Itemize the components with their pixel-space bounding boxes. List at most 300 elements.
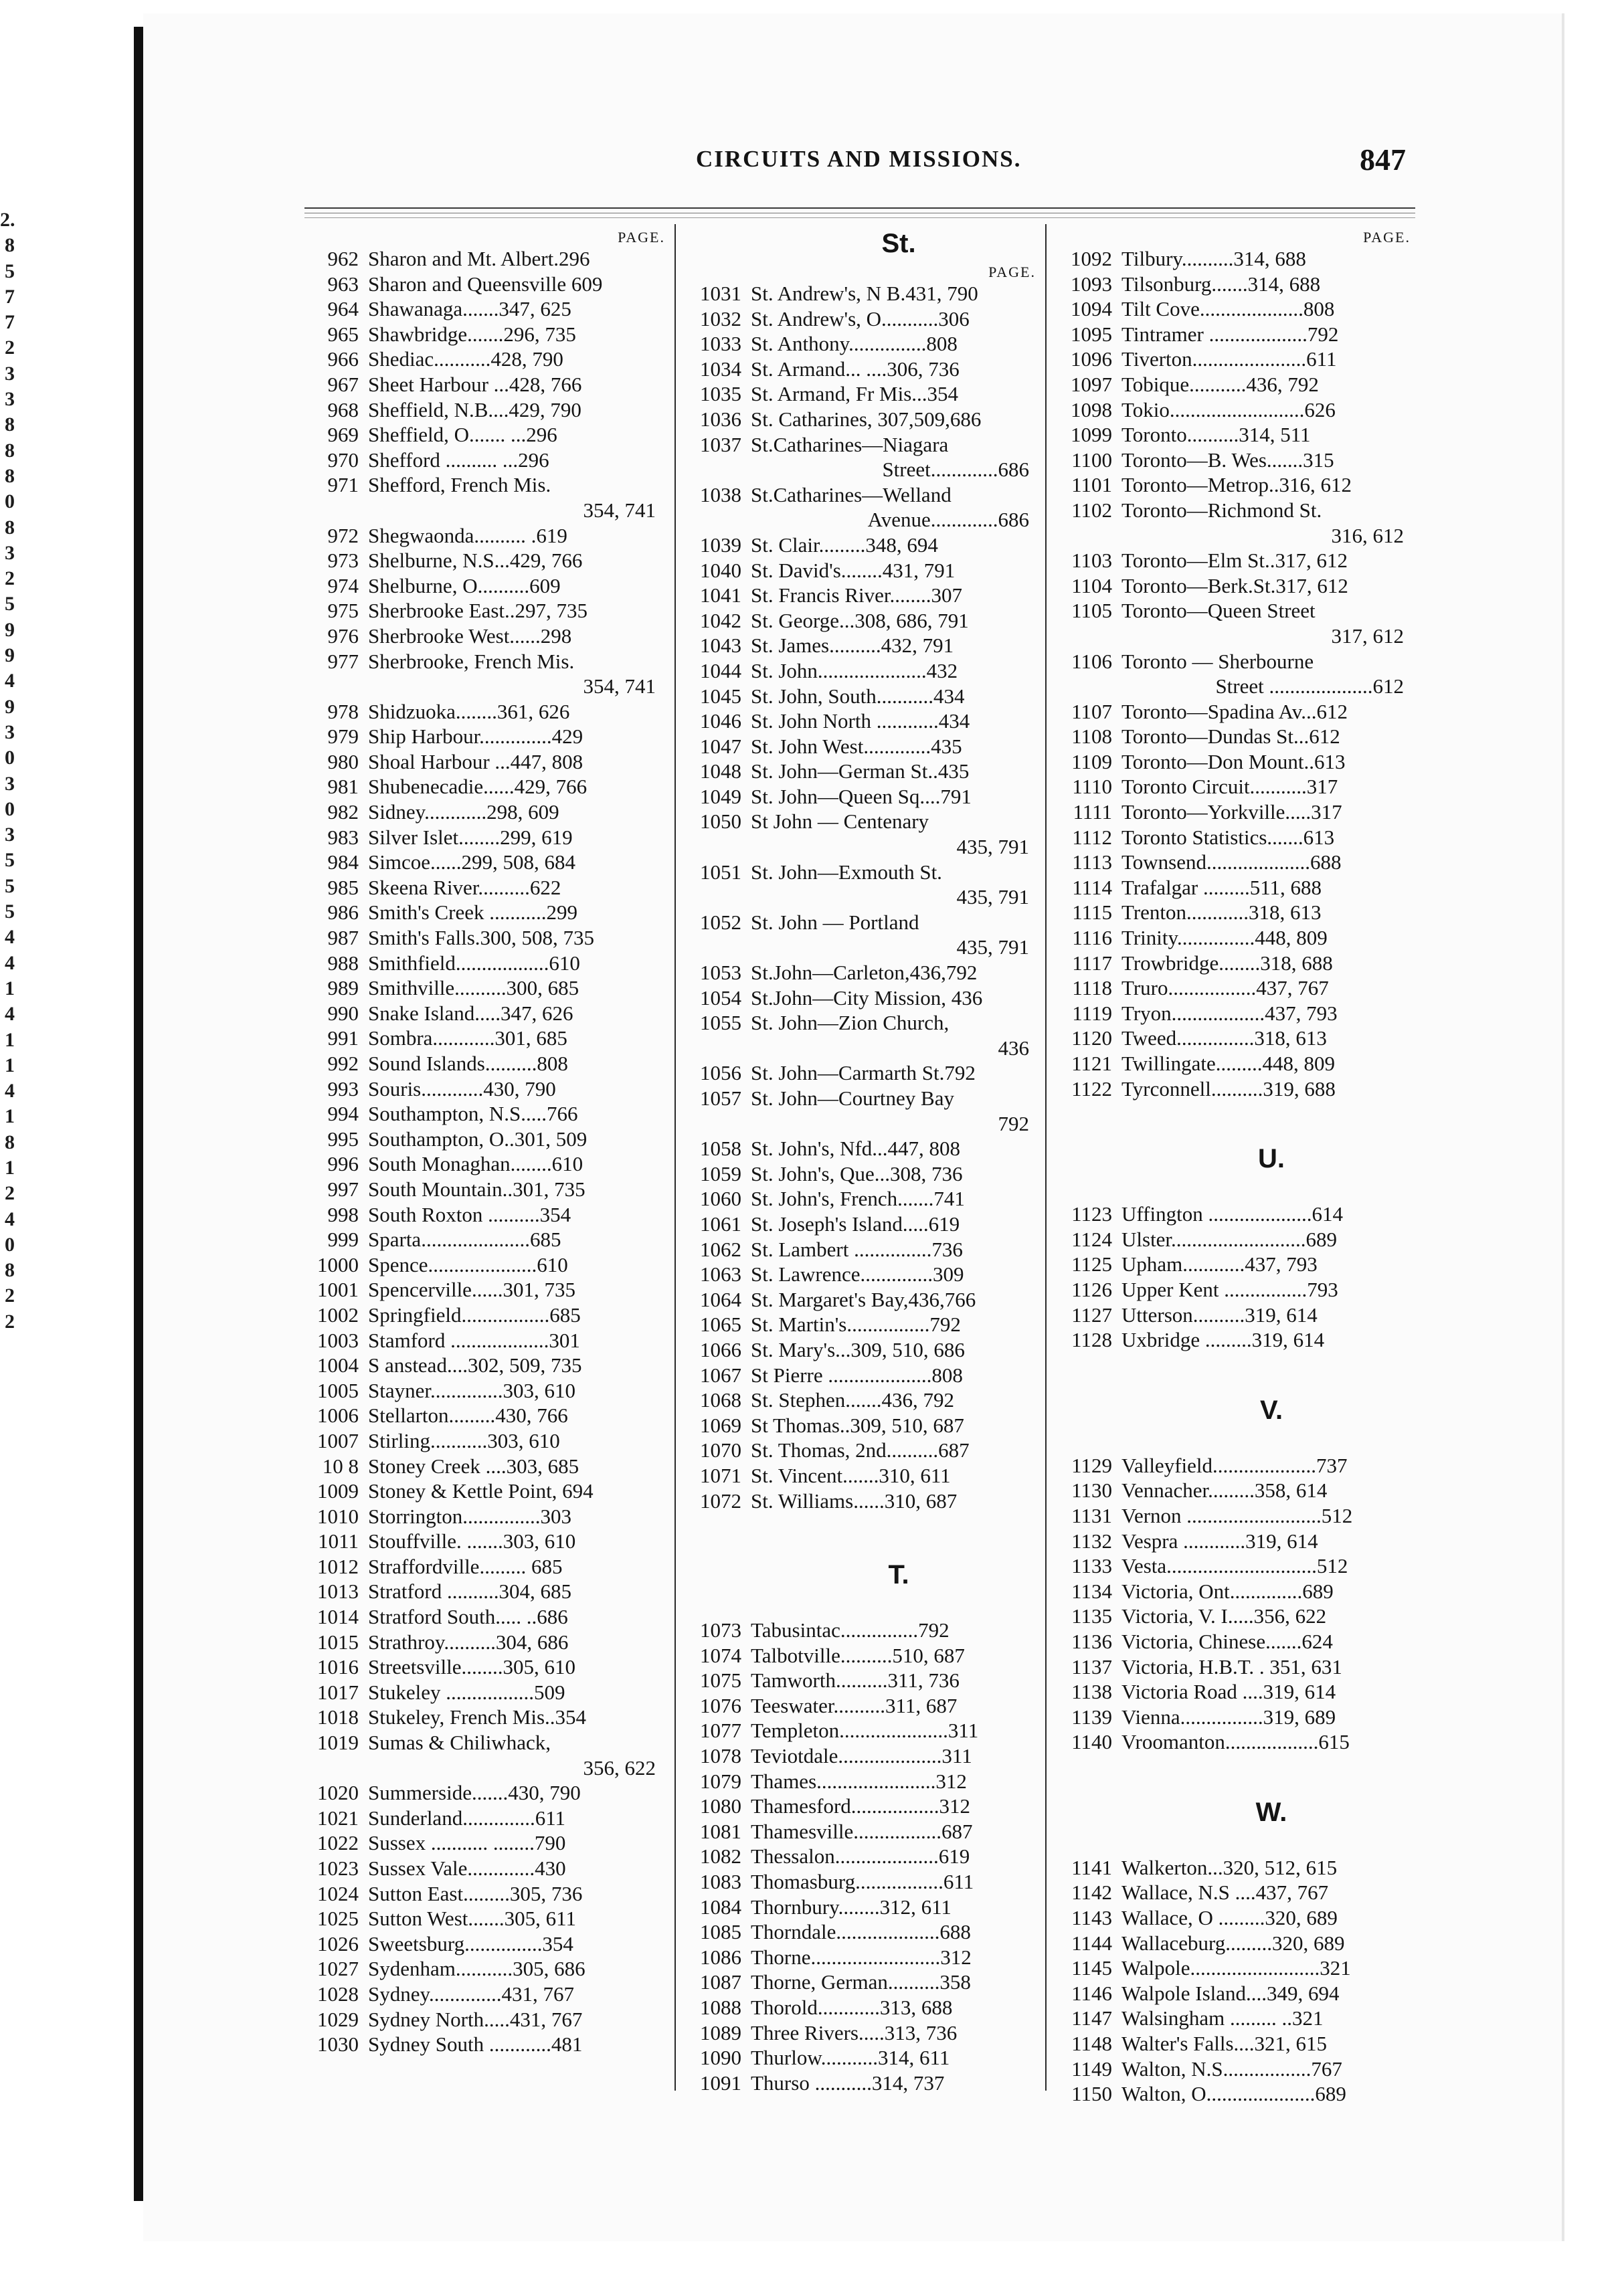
margin-digit: 0 xyxy=(5,1233,15,1256)
entry-text: Simcoe......299, 508, 684 xyxy=(368,850,575,874)
section-heading: U. xyxy=(1258,1144,1285,1174)
entry-text: Sharon and Mt. Albert.296 xyxy=(368,247,590,270)
entry-text: Victoria Road ....319, 614 xyxy=(1121,1680,1336,1704)
index-entry xyxy=(294,774,676,799)
index-entry xyxy=(677,1237,1047,1262)
entry-number: 1004 xyxy=(317,1353,359,1377)
entry-text: St. Armand, Fr Mis...354 xyxy=(751,382,959,406)
entry-text: Wallaceburg.........320, 689 xyxy=(1121,1931,1345,1955)
index-entry xyxy=(677,1945,1047,1970)
index-entry xyxy=(677,533,1047,558)
index-entry xyxy=(1048,448,1421,473)
entry-number: 1064 xyxy=(700,1287,741,1311)
entry-text: Sutton East.........305, 736 xyxy=(368,1881,583,1905)
index-entry xyxy=(1048,1880,1421,1905)
entry-text: St. David's........431, 791 xyxy=(751,558,956,582)
index-entry xyxy=(677,357,1047,382)
entry-number: 1139 xyxy=(1071,1705,1112,1729)
index-entry xyxy=(1048,1327,1421,1353)
index-entry xyxy=(1048,1076,1421,1102)
entry-number: 1073 xyxy=(700,1618,741,1642)
index-entry xyxy=(677,1312,1047,1337)
entry-text: St. John—German St..435 xyxy=(751,759,970,783)
entry-number: 1002 xyxy=(317,1303,359,1327)
entry-number: 971 xyxy=(327,473,359,497)
margin-digit: 2 xyxy=(5,1182,15,1205)
entry-text: Vernon ..........................512 xyxy=(1121,1503,1353,1527)
entry-number: 965 xyxy=(327,322,359,346)
entry-number: 994 xyxy=(327,1102,359,1126)
entry-number: 1125 xyxy=(1071,1252,1112,1276)
index-entry xyxy=(1048,1026,1421,1051)
index-entry xyxy=(677,1287,1047,1313)
index-entry xyxy=(677,1819,1047,1844)
margin-digit: 3 xyxy=(5,824,15,846)
entry-number: 1041 xyxy=(700,583,741,607)
margin-digit: 9 xyxy=(5,618,15,641)
entry-continuation: 792 xyxy=(998,1111,1029,1135)
entry-text: St. John's, Que...308, 736 xyxy=(751,1161,963,1185)
index-entry xyxy=(677,482,1047,508)
entry-number: 1131 xyxy=(1071,1503,1112,1527)
margin-digit: 8 xyxy=(5,413,15,436)
margin-digit: 1 xyxy=(5,977,15,999)
entry-number: 1079 xyxy=(700,1769,741,1793)
entry-text: St. John West.............435 xyxy=(751,734,962,758)
entry-text: Thurso ...........314, 737 xyxy=(751,2071,945,2095)
entry-number: 1033 xyxy=(700,332,741,356)
margin-digit: 1 xyxy=(5,1105,15,1128)
entry-number: 998 xyxy=(327,1202,359,1226)
entry-text: St. Stephen.......436, 792 xyxy=(751,1388,954,1412)
index-entry xyxy=(1048,1705,1421,1730)
entry-text: Stoney Creek ....303, 685 xyxy=(368,1454,579,1478)
index-entry xyxy=(1048,900,1421,925)
entry-text: Ulster..........................689 xyxy=(1121,1227,1338,1251)
entry-text: Toronto..........314, 511 xyxy=(1121,423,1311,447)
entry-number: 1011 xyxy=(318,1529,359,1553)
entry-text: Sussex Vale.............430 xyxy=(368,1856,566,1880)
entry-number: 1059 xyxy=(700,1161,741,1185)
entry-number: 972 xyxy=(327,523,359,547)
entry-number: 1051 xyxy=(700,860,741,884)
index-entry xyxy=(1048,1453,1421,1478)
index-entry xyxy=(294,598,676,624)
index-column-2 xyxy=(677,226,1047,2095)
left-margin-digits xyxy=(0,207,15,1335)
entry-number: 1118 xyxy=(1072,976,1112,1000)
entry-number: 1136 xyxy=(1071,1629,1112,1653)
entry-number: 1105 xyxy=(1071,599,1112,623)
entry-text: Sydenham...........305, 686 xyxy=(368,1957,585,1981)
entry-text: St.John—City Mission, 436 xyxy=(751,985,983,1010)
entry-number: 1037 xyxy=(700,432,741,456)
entry-number: 1057 xyxy=(700,1086,741,1110)
entry-number: 991 xyxy=(327,1026,359,1050)
entry-number: 999 xyxy=(327,1228,359,1252)
margin-digit: 5 xyxy=(5,900,15,923)
index-entry xyxy=(294,422,676,448)
entry-text: St.Catharines—Niagara xyxy=(751,432,949,456)
index-entry xyxy=(294,1202,676,1228)
entry-number: 997 xyxy=(327,1177,359,1201)
index-entry xyxy=(677,1413,1047,1438)
spacer xyxy=(677,1513,1047,1557)
index-entry xyxy=(1048,2081,1421,2107)
index-entry xyxy=(294,1328,676,1353)
entry-text: Toronto—Berk.St.317, 612 xyxy=(1121,573,1348,597)
index-entry xyxy=(294,573,676,599)
entry-text: Shediac...........428, 790 xyxy=(368,347,563,371)
index-entry xyxy=(294,1705,676,1730)
index-entry xyxy=(294,1454,676,1479)
entry-number: 1021 xyxy=(317,1806,359,1830)
index-entry xyxy=(1048,1202,1421,1227)
entry-text: Victoria, Ont..............689 xyxy=(1121,1579,1334,1603)
entry-number: 1113 xyxy=(1072,850,1112,874)
entry-text: Stukeley .................509 xyxy=(368,1680,565,1704)
entry-text: Toronto—Richmond St. xyxy=(1121,498,1322,522)
entry-number: 979 xyxy=(327,725,359,749)
entry-text: Toronto—Queen Street xyxy=(1121,599,1316,623)
index-entry xyxy=(1048,975,1421,1001)
entry-text: Thorne, German..........358 xyxy=(751,1970,971,1994)
entry-number: 983 xyxy=(327,825,359,849)
index-entry xyxy=(294,951,676,976)
margin-digit: 1 xyxy=(5,1028,15,1051)
entry-number: 1077 xyxy=(700,1719,741,1743)
index-entry xyxy=(294,1906,676,1931)
index-entry xyxy=(294,1504,676,1529)
entry-number: 1015 xyxy=(317,1630,359,1654)
margin-digit: 4 xyxy=(5,951,15,974)
index-entry xyxy=(1048,1277,1421,1303)
margin-digit: 9 xyxy=(5,644,15,667)
index-entry xyxy=(1048,724,1421,749)
index-entry xyxy=(294,649,676,674)
entry-number: 1088 xyxy=(700,1996,741,2019)
index-entry xyxy=(294,1654,676,1680)
index-entry xyxy=(294,246,676,272)
entry-number: 1111 xyxy=(1073,800,1112,824)
entry-number: 1103 xyxy=(1071,549,1112,573)
entry-text: St. Margaret's Bay,436,766 xyxy=(751,1287,976,1311)
entry-number: 1009 xyxy=(317,1479,359,1503)
margin-digit: 1 xyxy=(5,1054,15,1076)
entry-number: 1106 xyxy=(1071,649,1112,673)
entry-number: 10 8 xyxy=(322,1454,359,1478)
entry-number: 1025 xyxy=(317,1907,359,1931)
index-entry xyxy=(294,523,676,549)
entry-number: 1123 xyxy=(1071,1202,1112,1226)
entry-text: Souris............430, 790 xyxy=(368,1076,556,1101)
entry-text: Summerside.......430, 790 xyxy=(368,1781,581,1805)
entry-number: 1067 xyxy=(700,1363,741,1387)
index-entry xyxy=(677,1743,1047,1769)
entry-text: Sunderland..............611 xyxy=(368,1806,566,1830)
margin-digit: 0 xyxy=(5,797,15,820)
entry-number: 1094 xyxy=(1071,297,1112,321)
index-entry xyxy=(294,1881,676,1907)
entry-number: 1109 xyxy=(1071,749,1112,773)
index-entry xyxy=(677,759,1047,784)
index-entry xyxy=(677,1995,1047,2020)
index-entry xyxy=(294,1177,676,1202)
entry-text: St. Armand... ....306, 736 xyxy=(751,357,960,381)
index-entry xyxy=(294,1780,676,1806)
entry-number: 1121 xyxy=(1071,1052,1112,1075)
entry-number: 1062 xyxy=(700,1237,741,1261)
entry-number: 1040 xyxy=(700,558,741,582)
entry-number: 1150 xyxy=(1071,2082,1112,2106)
header-rule xyxy=(304,217,1415,218)
entry-text: Sussex ........... ........790 xyxy=(368,1831,566,1855)
entry-number: 1078 xyxy=(700,1744,741,1768)
entry-number: 996 xyxy=(327,1152,359,1176)
entry-number: 1048 xyxy=(700,759,741,783)
entry-number: 964 xyxy=(327,297,359,321)
entry-text: Sheffield, O....... ...296 xyxy=(368,423,557,447)
binding-edge xyxy=(134,27,143,2201)
index-entry xyxy=(677,1718,1047,1743)
index-entry xyxy=(294,296,676,322)
spacer xyxy=(1048,1101,1421,1141)
index-column-1 xyxy=(294,226,676,2057)
entry-text: Sydney South ............481 xyxy=(368,2032,583,2056)
entry-number: 1010 xyxy=(317,1504,359,1528)
margin-digit: 4 xyxy=(5,1003,15,1026)
entry-text: St. James..........432, 791 xyxy=(751,634,954,658)
index-entry xyxy=(294,1982,676,2007)
entry-text: Snake Island.....347, 626 xyxy=(368,1001,573,1025)
entry-text: Toronto Circuit...........317 xyxy=(1121,775,1338,799)
entry-number: 1143 xyxy=(1071,1906,1112,1930)
entry-text: Tilt Cove....................808 xyxy=(1121,297,1335,321)
index-entry xyxy=(677,1337,1047,1363)
index-entry xyxy=(294,900,676,925)
entry-text: Uxbridge .........319, 614 xyxy=(1121,1328,1325,1352)
entry-number: 1098 xyxy=(1071,397,1112,421)
entry-number: 1085 xyxy=(700,1920,741,1944)
index-entry xyxy=(294,1428,676,1454)
index-entry xyxy=(677,1869,1047,1895)
index-entry xyxy=(1048,1001,1421,1026)
index-entry xyxy=(677,1262,1047,1287)
entry-text: Sherbrooke East..297, 735 xyxy=(368,599,588,623)
index-entry xyxy=(677,809,1047,834)
entry-text: St. John—Courtney Bay xyxy=(751,1086,954,1110)
index-entry xyxy=(294,1529,676,1554)
entry-number: 1030 xyxy=(317,2032,359,2056)
entry-number: 1091 xyxy=(700,2071,741,2095)
index-entry xyxy=(294,2007,676,2032)
entry-text: Walpole.........................321 xyxy=(1121,1956,1351,1980)
entry-text: St. John, South...........434 xyxy=(751,684,965,708)
index-entry xyxy=(1048,699,1421,725)
entry-number: 1055 xyxy=(700,1011,741,1035)
index-entry xyxy=(1048,1955,1421,1981)
section-heading: W. xyxy=(1255,1797,1287,1827)
margin-digit: 7 xyxy=(5,311,15,334)
index-entry xyxy=(677,1895,1047,1920)
entry-text: Streetsville........305, 610 xyxy=(368,1655,575,1679)
margin-digit: 4 xyxy=(5,670,15,692)
margin-digit: 1 xyxy=(5,1156,15,1179)
entry-number: 1052 xyxy=(700,910,741,934)
entry-text: Tilbury..........314, 688 xyxy=(1121,247,1306,270)
entry-text: St. Anthony...............808 xyxy=(751,332,958,356)
entry-number: 968 xyxy=(327,397,359,421)
entry-number: 1114 xyxy=(1072,875,1112,899)
entry-number: 990 xyxy=(327,1001,359,1025)
entry-text: Shidzuoka........361, 626 xyxy=(368,699,570,723)
entry-text: Southampton, O..301, 509 xyxy=(368,1127,588,1151)
entry-number: 1000 xyxy=(317,1252,359,1276)
entry-number: 1049 xyxy=(700,784,741,808)
entry-text: Stratford ..........304, 685 xyxy=(368,1580,571,1604)
entry-number: 1093 xyxy=(1071,272,1112,296)
entry-text: Thamesford.................312 xyxy=(751,1794,971,1818)
entry-text: Shefford, French Mis. xyxy=(368,473,551,497)
index-entry xyxy=(294,1856,676,1881)
entry-number: 1128 xyxy=(1071,1328,1112,1352)
entry-text: Tokio..........................626 xyxy=(1121,397,1336,421)
margin-digit: 8 xyxy=(5,439,15,462)
margin-digit: 8 xyxy=(5,464,15,487)
entry-text: St Thomas..309, 510, 687 xyxy=(751,1413,964,1437)
entry-number: 1019 xyxy=(317,1731,359,1755)
index-entry xyxy=(294,1127,676,1152)
index-entry xyxy=(677,633,1047,658)
entry-text: St. Lambert ...............736 xyxy=(751,1237,963,1261)
entry-text: Walton, O.....................689 xyxy=(1121,2082,1346,2106)
index-entry xyxy=(677,1643,1047,1668)
entry-number: 970 xyxy=(327,448,359,472)
entry-number: 1140 xyxy=(1071,1730,1112,1754)
index-entry xyxy=(677,2045,1047,2071)
index-entry xyxy=(1048,347,1421,372)
index-entry xyxy=(1048,472,1421,498)
entry-number: 984 xyxy=(327,850,359,874)
index-entry xyxy=(1048,272,1421,297)
entry-text: Valleyfield....................737 xyxy=(1121,1453,1348,1477)
margin-digit: 4 xyxy=(5,926,15,949)
index-entry xyxy=(294,1830,676,1856)
margin-digit: 5 xyxy=(5,260,15,282)
margin-digit: 9 xyxy=(5,695,15,718)
entry-text: Wallace, O .........320, 689 xyxy=(1121,1906,1338,1930)
entry-text: St.John—Carleton,436,792 xyxy=(751,961,978,985)
index-entry xyxy=(1048,1629,1421,1654)
entry-number: 1147 xyxy=(1071,2006,1112,2030)
entry-text: Shoal Harbour ...447, 808 xyxy=(368,749,583,773)
index-entry xyxy=(1048,246,1421,272)
entry-text: Sydney..............431, 767 xyxy=(368,1982,574,2006)
entry-number: 1104 xyxy=(1071,573,1112,597)
index-entry xyxy=(677,960,1047,985)
index-entry xyxy=(677,1970,1047,1995)
entry-text: Utterson..........319, 614 xyxy=(1121,1303,1318,1327)
entry-number: 989 xyxy=(327,976,359,1000)
margin-digit: 4 xyxy=(5,1080,15,1103)
index-entry xyxy=(294,1806,676,1831)
index-entry xyxy=(1048,1654,1421,1680)
entry-text: St.Catharines—Welland xyxy=(751,482,952,506)
index-entry xyxy=(1048,1503,1421,1529)
entry-text: Smith's Creek ...........299 xyxy=(368,900,577,925)
entry-number: 1148 xyxy=(1071,2032,1112,2056)
entry-number: 1127 xyxy=(1071,1303,1112,1327)
entry-text: Townsend....................688 xyxy=(1121,850,1342,874)
index-entry xyxy=(294,1303,676,1328)
margin-digit: 8 xyxy=(5,1259,15,1282)
margin-digit: 3 xyxy=(5,541,15,564)
entry-number: 1038 xyxy=(700,482,741,506)
index-entry xyxy=(1048,1981,1421,2006)
index-entry xyxy=(677,684,1047,709)
entry-number: 1042 xyxy=(700,608,741,632)
entry-text: Toronto — Sherbourne xyxy=(1121,649,1314,673)
entry-number: 975 xyxy=(327,599,359,623)
entry-text: St Pierre ....................808 xyxy=(751,1363,963,1387)
index-entry xyxy=(677,734,1047,759)
entry-text: Straffordville......... 685 xyxy=(368,1554,563,1578)
index-entry xyxy=(294,1931,676,1957)
entry-number: 976 xyxy=(327,624,359,648)
index-entry xyxy=(677,2020,1047,2046)
entry-text: Southampton, N.S.....766 xyxy=(368,1102,578,1126)
entry-text: Walpole Island....349, 694 xyxy=(1121,1981,1340,2005)
index-entry xyxy=(294,1956,676,1982)
index-entry xyxy=(677,381,1047,407)
entry-number: 1075 xyxy=(700,1668,741,1693)
entry-text: Upper Kent ................793 xyxy=(1121,1277,1338,1301)
entry-text: Tiverton......................611 xyxy=(1121,347,1337,371)
entry-number: 1060 xyxy=(700,1187,741,1211)
entry-number: 1074 xyxy=(700,1643,741,1667)
entry-number: 1069 xyxy=(700,1413,741,1437)
entry-text: South Monaghan........610 xyxy=(368,1152,583,1176)
entry-text: St. Williams......310, 687 xyxy=(751,1489,958,1513)
entry-text: Thurlow...........314, 611 xyxy=(751,2046,950,2070)
entry-text: Toronto—Elm St..317, 612 xyxy=(1121,549,1348,573)
entry-text: St. John's, Nfd...447, 808 xyxy=(751,1137,961,1161)
margin-digit: 2. xyxy=(0,209,15,231)
entry-number: 1116 xyxy=(1072,926,1112,950)
entry-number: 1065 xyxy=(700,1313,741,1337)
entry-number: 1089 xyxy=(700,2020,741,2044)
entry-continuation: 354, 741 xyxy=(583,674,656,698)
entry-text: Vesta.............................512 xyxy=(1121,1554,1348,1578)
entry-number: 1003 xyxy=(317,1328,359,1352)
entry-number: 981 xyxy=(327,775,359,799)
entry-text: Sheffield, N.B....429, 790 xyxy=(368,397,581,421)
entry-text: Victoria, Chinese.......624 xyxy=(1121,1629,1333,1653)
entry-text: St. John—Exmouth St. xyxy=(751,860,942,884)
index-entry xyxy=(294,472,676,498)
index-entry xyxy=(677,708,1047,734)
entry-number: 992 xyxy=(327,1052,359,1075)
margin-digit: 8 xyxy=(5,234,15,257)
index-entry xyxy=(677,2071,1047,2096)
entry-text: Walton, N.S.................767 xyxy=(1121,2056,1342,2081)
index-entry xyxy=(677,1794,1047,1819)
entry-text: Ship Harbour..............429 xyxy=(368,725,583,749)
entry-text: Tryon..................437, 793 xyxy=(1121,1001,1338,1025)
entry-text: Thamesville.................687 xyxy=(751,1819,973,1843)
index-entry xyxy=(1048,799,1421,825)
entry-text: Twillingate.........448, 809 xyxy=(1121,1052,1335,1075)
